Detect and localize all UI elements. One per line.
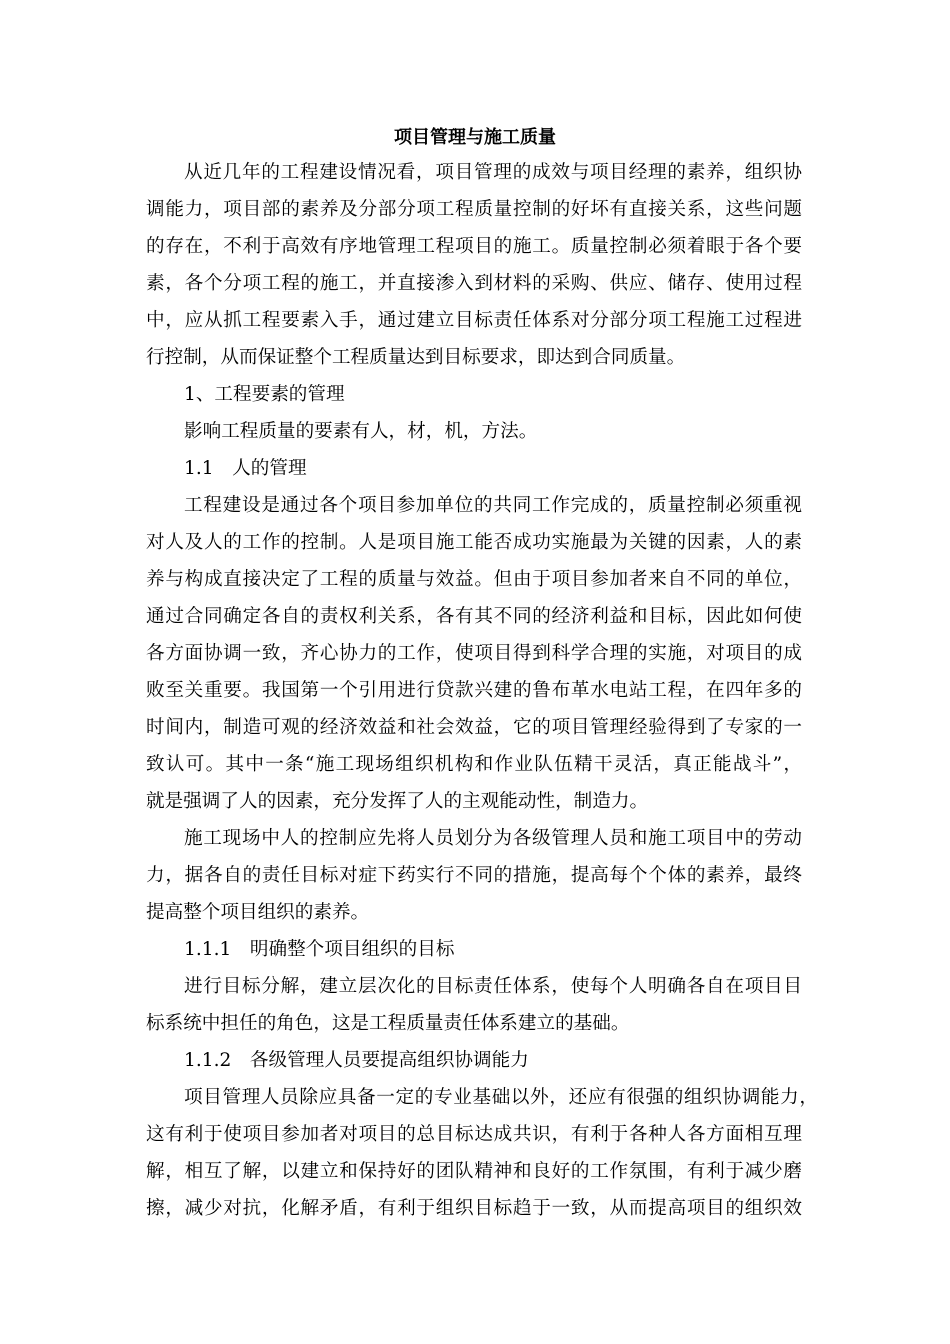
paragraph-line: 各方面协调一致，齐心协力的工作，使项目得到科学合理的实施，对项目的成	[146, 643, 802, 664]
section-heading: 1、工程要素的管理	[184, 384, 345, 405]
paragraph-line: 调能力，项目部的素养及分部分项工程质量控制的好坏有直接关系，这些问题	[146, 199, 802, 220]
paragraph-line: 就是强调了人的因素，充分发挥了人的主观能动性，制造力。	[146, 791, 649, 812]
paragraph-line: 力，据各自的责任目标对症下药实行不同的措施，提高每个个体的素养，最终	[146, 865, 802, 886]
paragraph-line: 影响工程质量的要素有人，材，机，方法。	[184, 421, 538, 442]
paragraph-line: 的存在，不利于高效有序地管理工程项目的施工。质量控制必须着眼于各个要	[146, 236, 802, 257]
paragraph-line: 标系统中担任的角色，这是工程质量责任体系建立的基础。	[146, 1013, 630, 1034]
document-title: 项目管理与施工质量	[394, 127, 556, 148]
paragraph-line: 对人及人的工作的控制。人是项目施工能否成功实施最为关键的因素，人的素	[146, 532, 802, 553]
paragraph-line: 这有利于使项目参加者对项目的总目标达成共识，有利于各种人各方面相互理	[146, 1124, 802, 1145]
paragraph-line: 工程建设是通过各个项目参加单位的共同工作完成的，质量控制必须重视	[184, 495, 802, 516]
paragraph-line: 致认可。其中一条“施工现场组织机构和作业队伍精干灵活，真正能战斗”，	[146, 754, 802, 775]
paragraph-line: 从近几年的工程建设情况看，项目管理的成效与项目经理的素养，组织协	[184, 162, 802, 183]
paragraph-line: 败至关重要。我国第一个引用进行贷款兴建的鲁布革水电站工程，在四年多的	[146, 680, 802, 701]
paragraph-line: 时间内，制造可观的经济效益和社会效益，它的项目管理经验得到了专家的一	[146, 717, 802, 738]
subsection-heading: 1.1 人的管理	[184, 458, 307, 479]
subsection-heading: 1.1.2 各级管理人员要提高组织协调能力	[184, 1050, 529, 1071]
paragraph-line: 养与构成直接决定了工程的质量与效益。但由于项目参加者来自不同的单位，	[146, 569, 802, 590]
subsection-heading: 1.1.1 明确整个项目组织的目标	[184, 939, 455, 960]
paragraph-line: 提高整个项目组织的素养。	[146, 902, 370, 923]
paragraph-line: 施工现场中人的控制应先将人员划分为各级管理人员和施工项目中的劳动	[184, 828, 802, 849]
paragraph-line: 中，应从抓工程要素入手，通过建立目标责任体系对分部分项工程施工过程进	[146, 310, 802, 331]
paragraph-line: 项目管理人员除应具备一定的专业基础以外，还应有很强的组织协调能力，	[184, 1087, 818, 1108]
paragraph-line: 行控制，从而保证整个工程质量达到目标要求，即达到合同质量。	[146, 347, 686, 368]
paragraph-line: 素，各个分项工程的施工，并直接渗入到材料的采购、供应、储存、使用过程	[146, 273, 802, 294]
paragraph-line: 擦，减少对抗，化解矛盾，有利于组织目标趋于一致，从而提高项目的组织效	[146, 1198, 802, 1219]
paragraph-line: 进行目标分解，建立层次化的目标责任体系，使每个人明确各自在项目目	[184, 976, 802, 997]
paragraph-line: 解，相互了解，以建立和保持好的团队精神和良好的工作氛围，有利于减少磨	[146, 1161, 802, 1182]
paragraph-line: 通过合同确定各自的责权利关系，各有其不同的经济利益和目标，因此如何使	[146, 606, 802, 627]
